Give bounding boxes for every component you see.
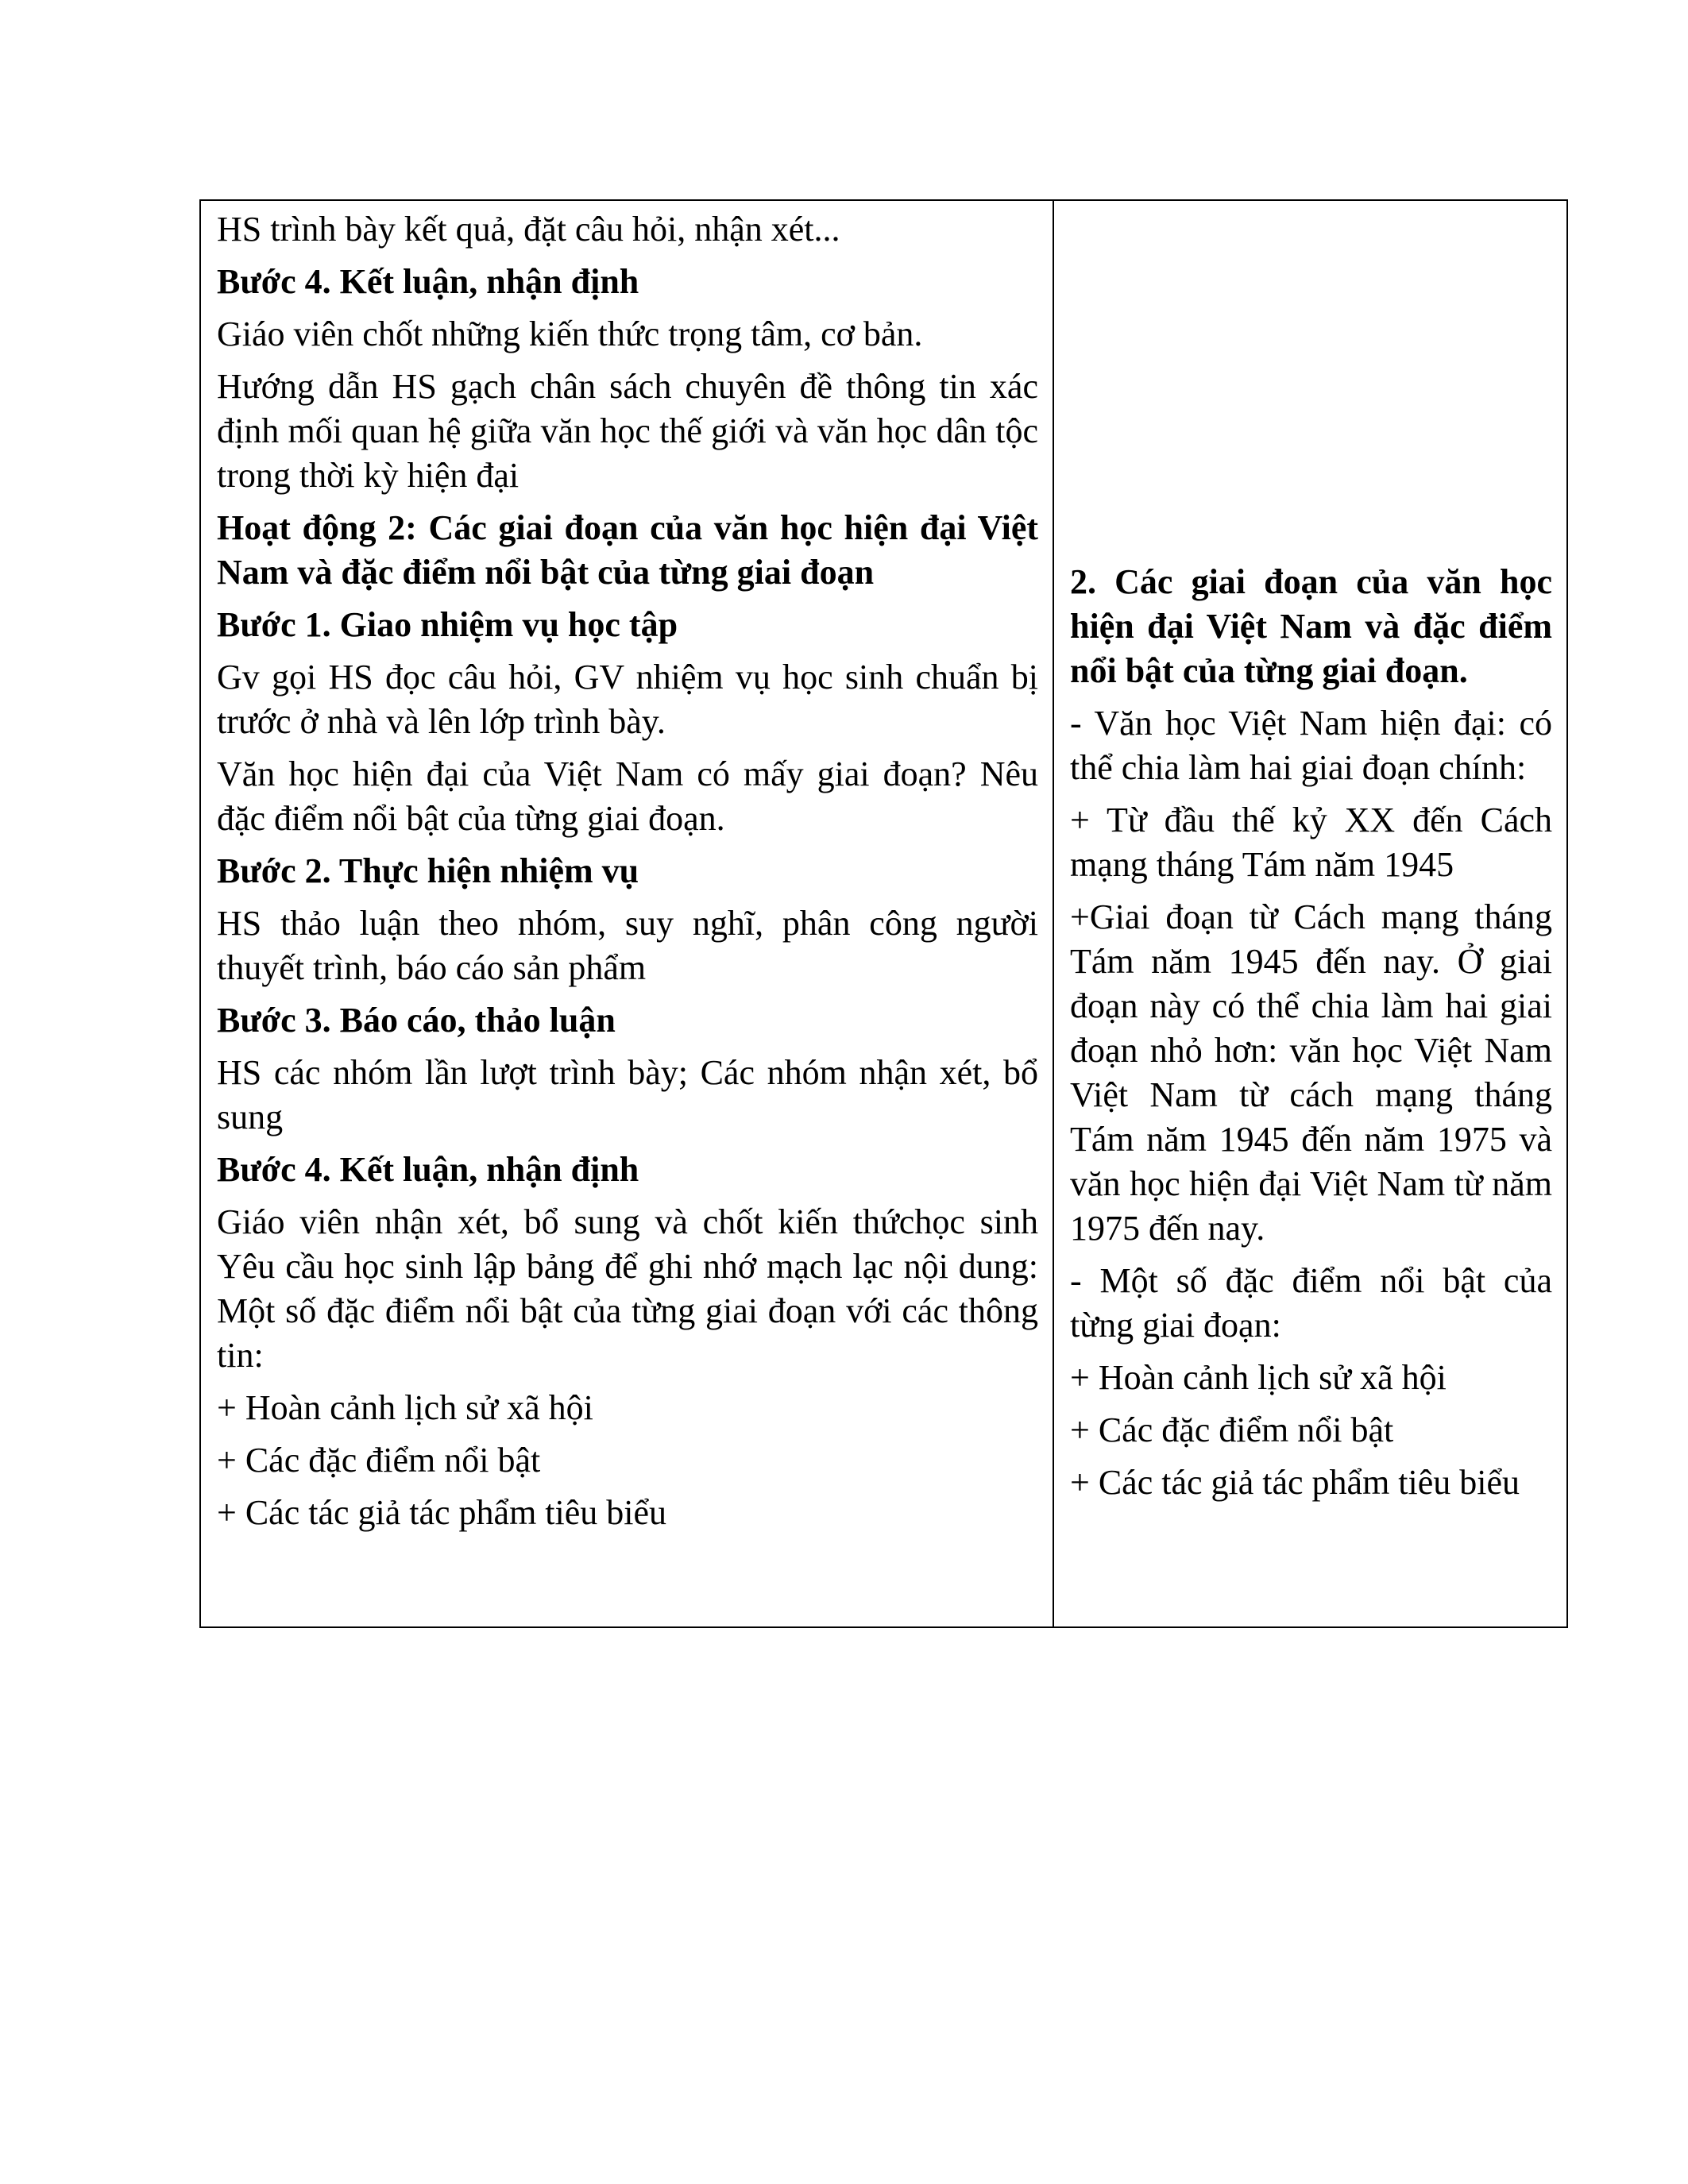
paragraph: + Các tác giả tác phẩm tiêu biểu [1070, 1463, 1520, 1502]
heading: Hoạt động 2: Các giai đoạn của văn học hiện đại Việt Nam và đặc điểm nổi bật của từng giai đoạn [217, 508, 1038, 592]
lesson-table [199, 199, 1568, 1628]
paragraph: + Các đặc điểm nổi bật [1070, 1410, 1394, 1449]
paragraph: Giáo viên nhận xét, bổ sung và chốt kiến thứchọc sinh Yêu cầu học sinh lập bảng để ghi nhớ mạch lạc nội dung: Một số đặc điểm nổi bật của từng giai đoạn với các thông tin: [217, 1202, 1038, 1375]
heading: Bước 2. Thực hiện nhiệm vụ [217, 851, 639, 890]
paragraph: + Hoàn cảnh lịch sử xã hội [217, 1388, 593, 1427]
heading: Bước 3. Báo cáo, thảo luận [217, 1001, 616, 1040]
activities-cell [200, 200, 1053, 1627]
paragraph: HS trình bày kết quả, đặt câu hỏi, nhận xét... [217, 210, 840, 249]
paragraph: Hướng dẫn HS gạch chân sách chuyên đề thông tin xác định mối quan hệ giữa văn học thế giới và văn học dân tộc trong thời kỳ hiện đại [217, 367, 1038, 495]
paragraph: - Một số đặc điểm nổi bật của từng giai đoạn: [1070, 1261, 1552, 1345]
paragraph: Văn học hiện đại của Việt Nam có mấy giai đoạn? Nêu đặc điểm nổi bật của từng giai đoạn. [217, 754, 1038, 838]
paragraph: + Các đặc điểm nổi bật [217, 1441, 541, 1480]
table-row [200, 200, 1567, 1627]
content-cell [1053, 200, 1567, 1627]
paragraph: + Các tác giả tác phẩm tiêu biểu [217, 1493, 667, 1532]
paragraph: HS các nhóm lần lượt trình bày; Các nhóm nhận xét, bổ sung [217, 1053, 1038, 1136]
paragraph: HS thảo luận theo nhóm, suy nghĩ, phân công người thuyết trình, báo cáo sản phẩm [217, 904, 1038, 987]
paragraph: Gv gọi HS đọc câu hỏi, GV nhiệm vụ học sinh chuẩn bị trước ở nhà và lên lớp trình bày. [217, 658, 1038, 741]
paragraph: Giáo viên chốt những kiến thức trọng tâm, cơ bản. [217, 314, 923, 353]
heading: Bước 1. Giao nhiệm vụ học tập [217, 605, 678, 644]
paragraph: + Từ đầu thế kỷ XX đến Cách mạng tháng Tám năm 1945 [1070, 801, 1552, 884]
paragraph: - Văn học Việt Nam hiện đại: có thể chia làm hai giai đoạn chính: [1070, 704, 1552, 787]
heading: Bước 4. Kết luận, nhận định [217, 262, 639, 301]
heading: 2. Các giai đoạn của văn học hiện đại Việt Nam và đặc điểm nổi bật của từng giai đoạn. [1070, 562, 1552, 690]
paragraph: + Hoàn cảnh lịch sử xã hội [1070, 1358, 1447, 1397]
paragraph: +Giai đoạn từ Cách mạng tháng Tám năm 1945 đến nay. Ở giai đoạn này có thể chia làm hai giai đoạn nhỏ hơn: văn học Việt Nam Việt Nam từ cách mạng tháng Tám năm 1945 đến năm 1975 và văn học hiện đại Việt Nam từ năm 1975 đến nay. [1070, 897, 1552, 1248]
heading: Bước 4. Kết luận, nhận định [217, 1150, 639, 1189]
